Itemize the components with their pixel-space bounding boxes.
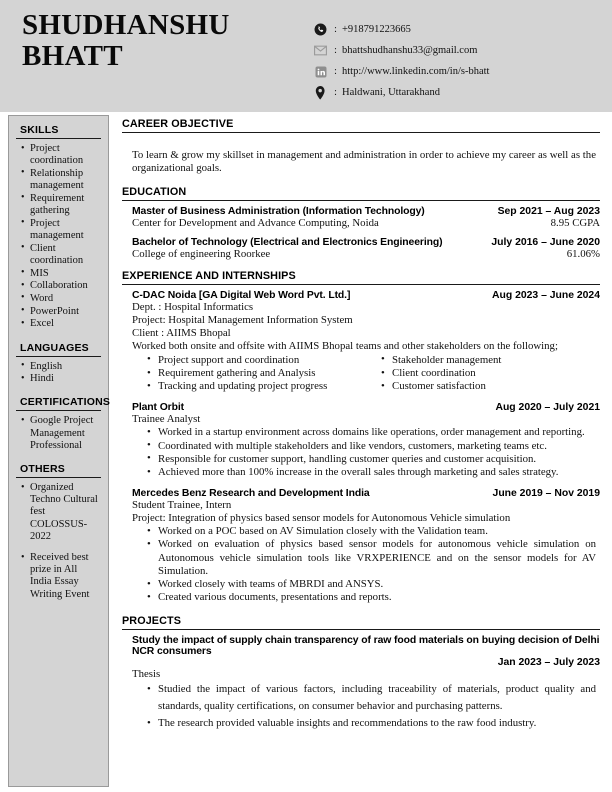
contact-location	[312, 82, 489, 103]
section-experience	[122, 270, 600, 604]
list-item: • Client coordination	[392, 367, 596, 380]
education-degree: Bachelor of Technology (Electrical and Electronics Engineering)	[132, 237, 443, 249]
contact-list	[312, 19, 489, 103]
experience-lead-line: Worked both onsite and offsite with AIIMS Bhopal teams and other stakeholders on the following;	[132, 340, 558, 353]
phone-icon	[312, 21, 329, 38]
education-entry	[132, 237, 600, 261]
contact-separator: :	[334, 24, 337, 35]
sidebar	[8, 115, 109, 787]
list-item: • Collaboration	[30, 280, 101, 292]
education-institution: Center for Development and Advance Computing, Noida	[132, 217, 379, 230]
section-heading-career-objective: CAREER OBJECTIVE	[122, 118, 600, 133]
list-item: • Client coordination	[30, 243, 101, 267]
list-item: • Customer satisfaction	[392, 380, 596, 393]
list-item: • Tracking and updating project progress	[158, 380, 362, 393]
experience-bullets	[132, 426, 600, 479]
experience-bullets	[132, 525, 600, 604]
section-career-objective	[122, 118, 600, 176]
section-heading-education: EDUCATION	[122, 186, 600, 201]
list-item: • Worked closely with teams of MBRDI and ANSYS.	[158, 578, 596, 591]
list-item: • Studied the impact of various factors, including traceability of materials, product quality and standards, quality certifications, on consumer behavior and purchasing patterns.	[158, 681, 596, 715]
contact-email	[312, 40, 489, 61]
experience-entry-mercedes-benz	[132, 488, 600, 604]
contact-separator: :	[334, 87, 337, 98]
career-objective-text: To learn & grow my skillset in management and administration in order to achieve my career as well as the organizational goals.	[132, 148, 596, 175]
list-item: • English	[30, 361, 101, 373]
sidebar-skills-list	[16, 143, 101, 331]
project-title: Study the impact of supply chain transparency of raw food materials on buying decision of Delhi NCR consumers	[132, 635, 600, 658]
sidebar-heading-skills: SKILLS	[16, 124, 101, 139]
education-entry	[132, 206, 600, 230]
list-item: • Hindi	[30, 373, 101, 385]
list-item: • Achieved more than 100% increase in the overall sales through marketing and sales strategy.	[158, 466, 596, 479]
list-item: • Project support and coordination	[158, 354, 362, 367]
sidebar-others-list	[16, 482, 101, 601]
linkedin-icon	[312, 63, 329, 80]
experience-dates: June 2019 – Nov 2019	[492, 488, 600, 500]
list-item: • Project coordination	[30, 143, 101, 167]
education-institution: College of engineering Roorkee	[132, 248, 271, 261]
list-item: • Worked on evaluation of physics based sensor models for autonomous vehicle simulation on Autonomous vehicle simulation tools like VRXPERIENCE and on the sensor models for AV Simulation.	[158, 538, 596, 578]
list-item: • Project management	[30, 218, 101, 242]
contact-linkedin	[312, 61, 489, 82]
experience-project: Project: Hospital Management Information System	[132, 314, 353, 327]
location-pin-icon	[312, 84, 329, 101]
list-item: • Relationship management	[30, 168, 101, 192]
list-item: • Word	[30, 293, 101, 305]
main-content	[122, 118, 600, 735]
education-dates: Sep 2021 – Aug 2023	[497, 206, 600, 218]
experience-company: Plant Orbit	[132, 402, 185, 414]
project-bullets	[132, 681, 600, 732]
list-item: • Created various documents, presentations and reports.	[158, 591, 596, 604]
contact-separator: :	[334, 45, 337, 56]
name-line-last: BHATT	[22, 40, 123, 72]
experience-role: Student Trainee, Intern	[132, 499, 232, 512]
experience-company: Mercedes Benz Research and Development India	[132, 488, 370, 500]
list-item: • Organized Techno Cultural fest COLOSSUS-2022	[30, 482, 101, 543]
list-item: • Google Project Management Professional	[30, 415, 101, 452]
experience-dept: Dept. : Hospital Informatics	[132, 301, 254, 314]
sidebar-heading-languages: LANGUAGES	[16, 342, 101, 357]
sidebar-heading-certifications: CERTIFICATIONS	[16, 396, 101, 411]
section-projects	[122, 615, 600, 732]
education-dates: July 2016 – June 2020	[491, 237, 600, 249]
list-item: • Excel	[30, 318, 101, 330]
list-item: • PowerPoint	[30, 306, 101, 318]
experience-dates: Aug 2020 – July 2021	[495, 402, 600, 414]
phone-number: +918791223665	[342, 24, 411, 35]
sidebar-languages-list	[16, 361, 101, 386]
linkedin-url: http://www.linkedin.com/in/s-bhatt	[342, 66, 490, 77]
experience-role: Trainee Analyst	[132, 413, 201, 426]
experience-bullets-two-column	[132, 354, 600, 394]
section-education	[122, 186, 600, 261]
experience-dates: Aug 2023 – June 2024	[491, 290, 600, 302]
sidebar-heading-others: OTHERS	[16, 463, 101, 478]
experience-bullets-left	[132, 354, 366, 394]
experience-company: C-DAC Noida [GA Digital Web Word Pvt. Ltd.]	[132, 290, 351, 302]
header-band	[0, 0, 612, 112]
education-score: 8.95 CGPA	[550, 217, 600, 230]
section-heading-projects: PROJECTS	[122, 615, 600, 630]
experience-bullets-right	[366, 354, 600, 394]
project-entry	[132, 635, 600, 732]
list-item: • Requirement gathering and Analysis	[158, 367, 362, 380]
education-degree: Master of Business Administration (Information Technology)	[132, 206, 425, 218]
experience-entry-plant-orbit	[132, 402, 600, 479]
experience-project: Project: Integration of physics based sensor models for Autonomous Vehicle simulation	[132, 512, 511, 525]
list-item: • Requirement gathering	[30, 193, 101, 217]
gmail-icon	[312, 42, 329, 59]
list-item: • Coordinated with multiple stakeholders and like vendors, customers, marketing teams etc.	[158, 440, 596, 453]
list-item: • MIS	[30, 268, 101, 280]
project-type: Thesis	[132, 668, 161, 681]
section-heading-experience: EXPERIENCE AND INTERNSHIPS	[122, 270, 600, 285]
experience-client: Client : AIIMS Bhopal	[132, 327, 231, 340]
candidate-name	[22, 10, 292, 72]
experience-entry-cdac	[132, 290, 600, 393]
list-item: • Received best prize in All India Essay Writing Event	[30, 552, 101, 601]
education-score: 61.06%	[566, 248, 600, 261]
list-item: • Stakeholder management	[392, 354, 596, 367]
email-address: bhattshudhanshu33@gmail.com	[342, 45, 478, 56]
location-text: Haldwani, Uttarakhand	[342, 87, 440, 98]
project-dates: Jan 2023 – July 2023	[497, 657, 600, 669]
contact-phone	[312, 19, 489, 40]
list-item: • Responsible for customer support, handling customer queries and customer acquisition.	[158, 453, 596, 466]
list-item: • Worked in a startup environment across domains like operations, order management and reporting.	[158, 426, 596, 439]
sidebar-certifications-list	[16, 415, 101, 452]
name-line-first: SHUDHANSHU	[22, 9, 230, 41]
list-item: • The research provided valuable insights and recommendations to the raw food industry.	[158, 715, 596, 732]
contact-separator: :	[334, 66, 337, 77]
list-item: • Worked on a POC based on AV Simulation closely with the Validation team.	[158, 525, 596, 538]
